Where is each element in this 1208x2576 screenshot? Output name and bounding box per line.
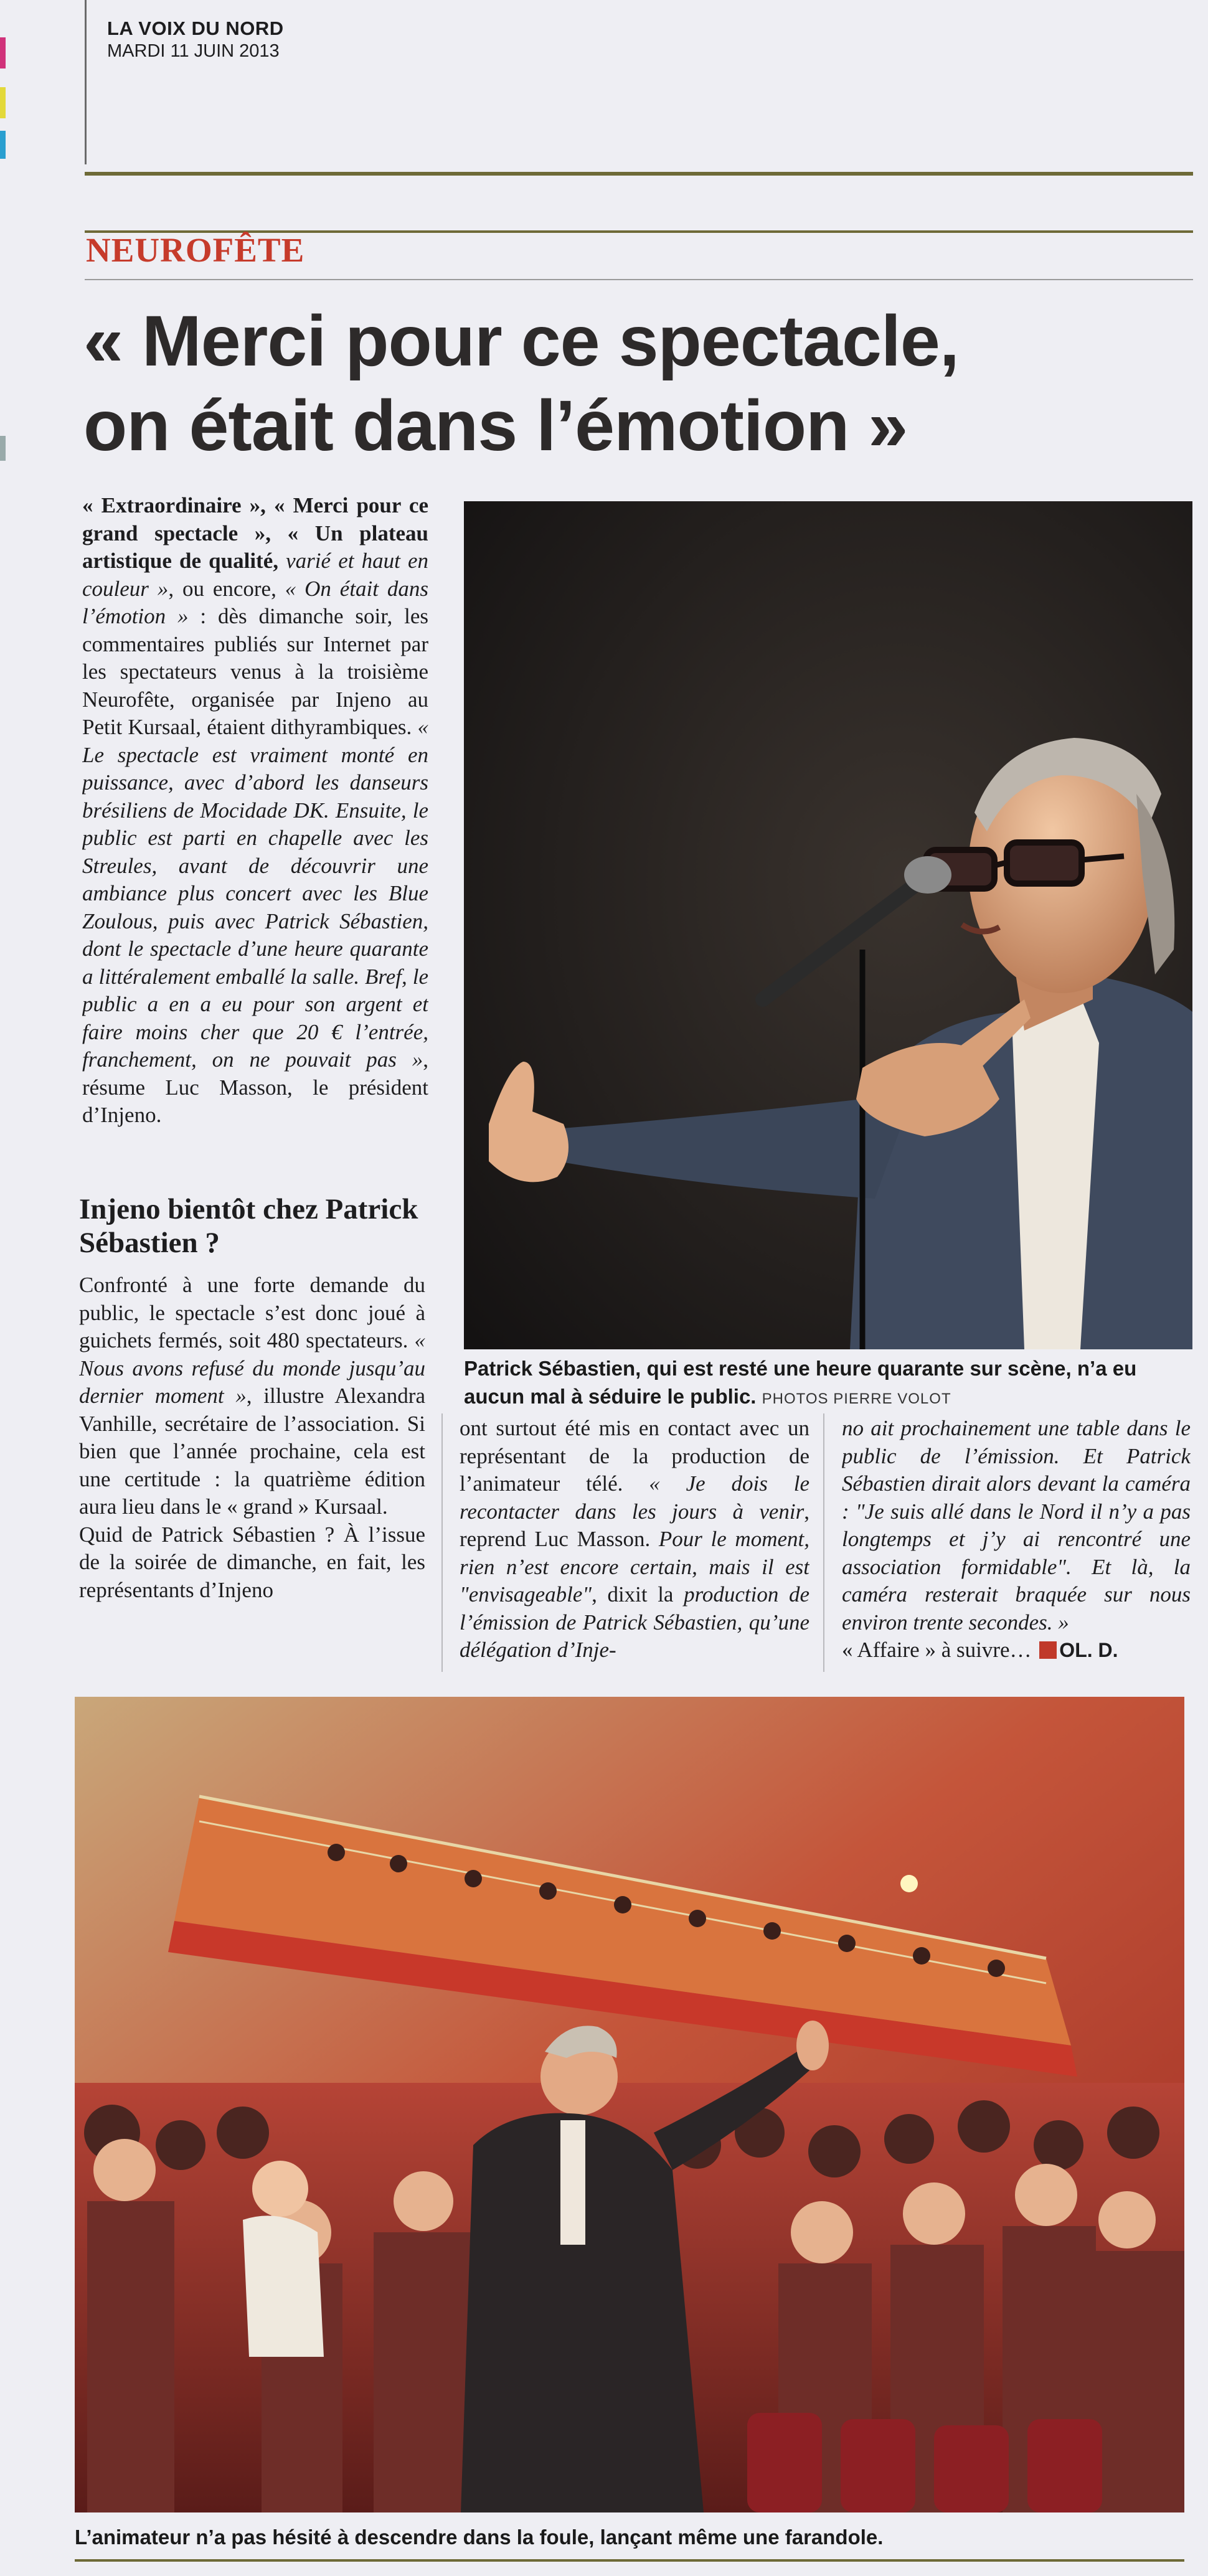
body3-text-1: « Affaire » à suivre… bbox=[842, 1638, 1032, 1662]
column-divider-1 bbox=[441, 1413, 443, 1672]
headline-line-1: « Merci pour ce spectacle, bbox=[83, 301, 959, 381]
body1-quote-1: « Nous avons refusé du monde jusqu’au dernier moment » bbox=[79, 1328, 425, 1408]
body1-text-3: Quid de Patrick Sébastien ? À l’issue de la soirée de dimanche, en fait, les représentants d’Injeno bbox=[79, 1522, 425, 1602]
author-signature: OL. D. bbox=[1059, 1639, 1118, 1661]
photo-credit: PHOTOS PIERRE VOLOT bbox=[762, 1390, 951, 1407]
photo2-caption: L’animateur n’a pas hésité à descendre dans la foule, lançant même une farandole. bbox=[75, 2526, 884, 2549]
masthead-divider bbox=[85, 0, 87, 164]
issue-date: MARDI 11 JUIN 2013 bbox=[107, 41, 280, 61]
top-rule bbox=[85, 172, 1193, 176]
column-divider-2 bbox=[823, 1413, 824, 1672]
body2-text-2: , reprend Luc Masson. bbox=[460, 1499, 809, 1551]
body-column-2 bbox=[460, 1415, 809, 1676]
intro-quote-2: varié et haut en couleur » bbox=[82, 549, 428, 601]
article-subhead: Injeno bientôt chez Patrick Sébastien ? bbox=[79, 1193, 418, 1259]
intro-text-2: : dès dimanche soir, les commentaires publiés sur Internet par les spectateurs venus à la troisième Neurofête, organisée par Injeno au Petit Kursaal, étaient dithyrambiques. bbox=[82, 604, 428, 739]
photo1-caption-text: Patrick Sébastien, qui est resté une heure quarante sur scène, n’a eu aucun mal à séduire le public. bbox=[464, 1357, 1137, 1408]
body-column-1 bbox=[79, 1271, 425, 1676]
intro-paragraph bbox=[82, 492, 428, 1183]
registration-mark-magenta bbox=[0, 37, 6, 68]
intro-quote-3: « On était dans l’émotion » bbox=[82, 576, 428, 628]
body2-quote-3: production de l’émission de Patrick Sébastien, qu’une délégation d’Inje- bbox=[460, 1582, 809, 1662]
bottom-rule bbox=[75, 2559, 1184, 2562]
signature-marker bbox=[1039, 1641, 1057, 1659]
intro-quote-4: « Le spectacle est vraiment monté en puissance, avec d’abord les danseurs brésiliens de Mocidade DK. Ensuite, le public est parti en chapelle avec les Streules, avant de découvrir une ambiance plus concert avec les Blue Zoulous, puis avec Patrick Sébastien, dont le spectacle d’une heure quarante a littéralement emballé la salle. Bref, le public a en a eu pour son argent et faire moins cher que 20 € l’entrée, franchement, on ne pouvait pas » bbox=[82, 715, 428, 1072]
body2-text-1: ont surtout été mis en contact avec un représentant de la production de l’animateur télé. bbox=[460, 1416, 809, 1496]
body2-quote-2: Pour le moment, rien n’est encore certain, mais il est "envisageable" bbox=[460, 1527, 809, 1606]
section-label: NEUROFÊTE bbox=[86, 231, 305, 269]
body-column-3 bbox=[842, 1415, 1191, 1676]
photo-patrick-sebastien-stage bbox=[464, 501, 1192, 1349]
registration-mark-yellow bbox=[0, 87, 6, 118]
body3-quote-1: no ait prochainement une table dans le public de l’émission. Et Patrick Sébastien dirait alors devant la caméra : "Je suis allé dans le Nord il n’y a pas longtemps et j’y ai rencontré une association formidable". Et là, la caméra resterait braquée sur nous environ trente secondes. » bbox=[842, 1416, 1191, 1635]
newspaper-name: LA VOIX DU NORD bbox=[107, 17, 284, 39]
registration-mark-cyan bbox=[0, 131, 6, 159]
article-headline bbox=[83, 299, 1198, 468]
intro-quote-1: « Extraordinaire », « Merci pour ce grand spectacle », « Un plateau artistique de qualité, bbox=[82, 493, 428, 573]
body1-text-2: , illustre Alexandra Vanhille, secrétaire de l’association. Si bien que l’année prochaine, cela est une certitude : la quatrième édition aura lieu dans le « grand » Kursaal. bbox=[79, 1384, 425, 1519]
intro-text-1: , ou encore, bbox=[168, 576, 285, 601]
intro-text-3: , résume Luc Masson, le président d’Injeno. bbox=[82, 1047, 428, 1127]
registration-mark-grey bbox=[0, 436, 6, 461]
section-rule-bottom bbox=[85, 279, 1193, 280]
body1-text-1: Confronté à une forte demande du public, le spectacle s’est donc joué à guichets fermés, soit 480 spectateurs. bbox=[79, 1273, 425, 1352]
photo1-caption bbox=[464, 1354, 1192, 1413]
headline-line-2: on était dans l’émotion » bbox=[83, 386, 908, 466]
body2-text-3: , dixit la bbox=[592, 1582, 684, 1606]
body2-quote-1: « Je dois le recontacter dans les jours à venir bbox=[460, 1471, 809, 1524]
photo-crowd-farandole bbox=[75, 1697, 1184, 2512]
